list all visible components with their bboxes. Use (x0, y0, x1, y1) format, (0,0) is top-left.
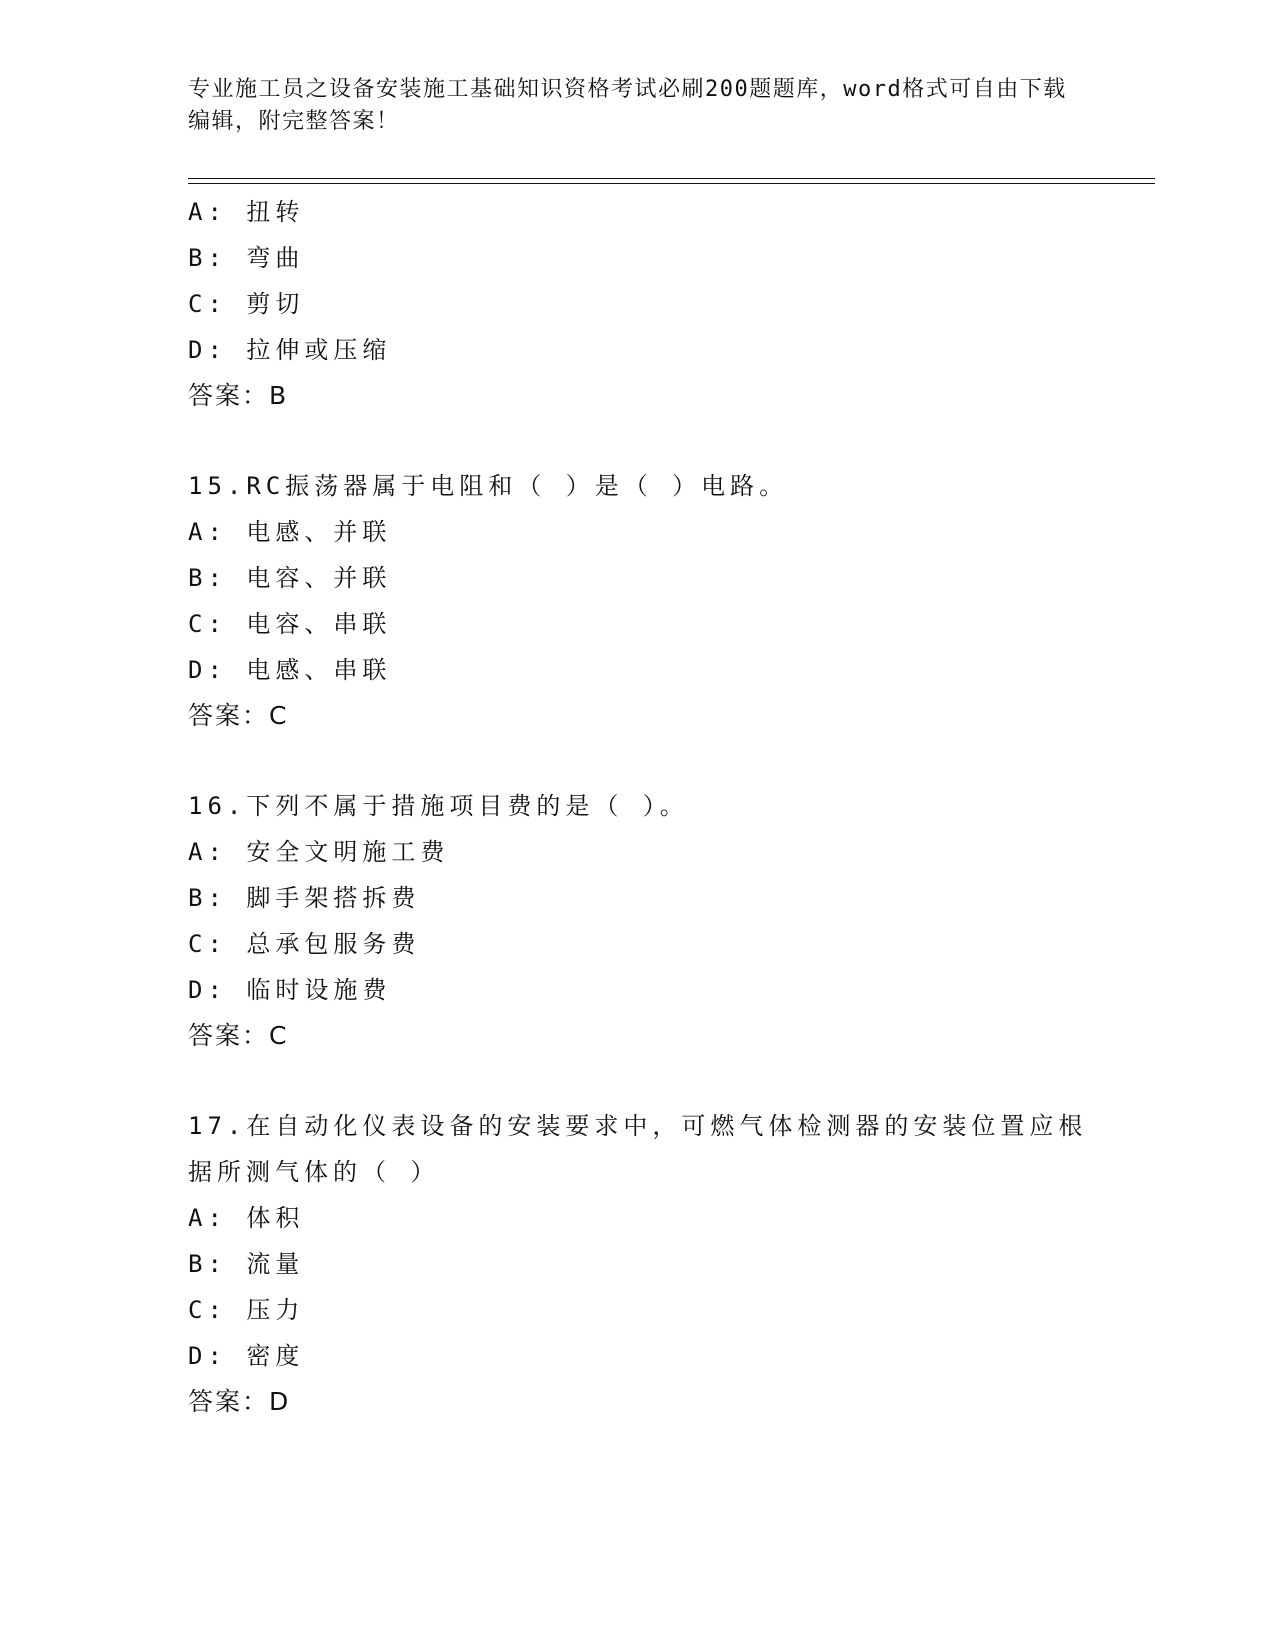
answer-line: 答案：D (188, 1387, 291, 1416)
option-a: A: 安全文明施工费 (188, 838, 450, 866)
header-rule-bottom (188, 183, 1155, 184)
question-text: 17.在自动化仪表设备的安装要求中，可燃气体检测器的安装位置应根据所测气体的（ ） (188, 1112, 1088, 1186)
option-b: B: 电容、并联 (188, 564, 392, 592)
answer-line: 答案：C (188, 1021, 289, 1050)
answer-line: 答案：C (188, 701, 289, 730)
document-header: 专业施工员之设备安装施工基础知识资格考试必刷200题题库，word格式可自由下载编辑，附完整答案！ (188, 77, 1067, 134)
question-text: 16.下列不属于措施项目费的是（ ）。 (188, 792, 689, 820)
question-text: 15.RC振荡器属于电阻和（ ）是（ ）电路。 (188, 472, 789, 500)
question-block-15 (188, 463, 1088, 739)
option-b: B: 脚手架搭拆费 (188, 884, 421, 912)
option-c: C: 剪切 (188, 290, 305, 318)
option-d: D: 电感、串联 (188, 656, 392, 684)
header-rule-top (188, 178, 1155, 179)
question-block-14 (188, 189, 1088, 419)
option-d: D: 密度 (188, 1342, 305, 1370)
question-block-16 (188, 783, 1088, 1059)
option-c: C: 总承包服务费 (188, 930, 421, 958)
question-block-17 (188, 1103, 1088, 1425)
answer-line: 答案：B (188, 381, 289, 410)
option-b: B: 流量 (188, 1250, 305, 1278)
option-b: B: 弯曲 (188, 244, 305, 272)
option-d: D: 临时设施费 (188, 976, 392, 1004)
option-c: C: 压力 (188, 1296, 305, 1324)
option-d: D: 拉伸或压缩 (188, 336, 392, 364)
option-a: A: 体积 (188, 1204, 305, 1232)
question-list (188, 189, 1088, 1425)
option-c: C: 电容、串联 (188, 610, 392, 638)
option-a: A: 电感、并联 (188, 518, 392, 546)
option-a: A: 扭转 (188, 198, 305, 226)
